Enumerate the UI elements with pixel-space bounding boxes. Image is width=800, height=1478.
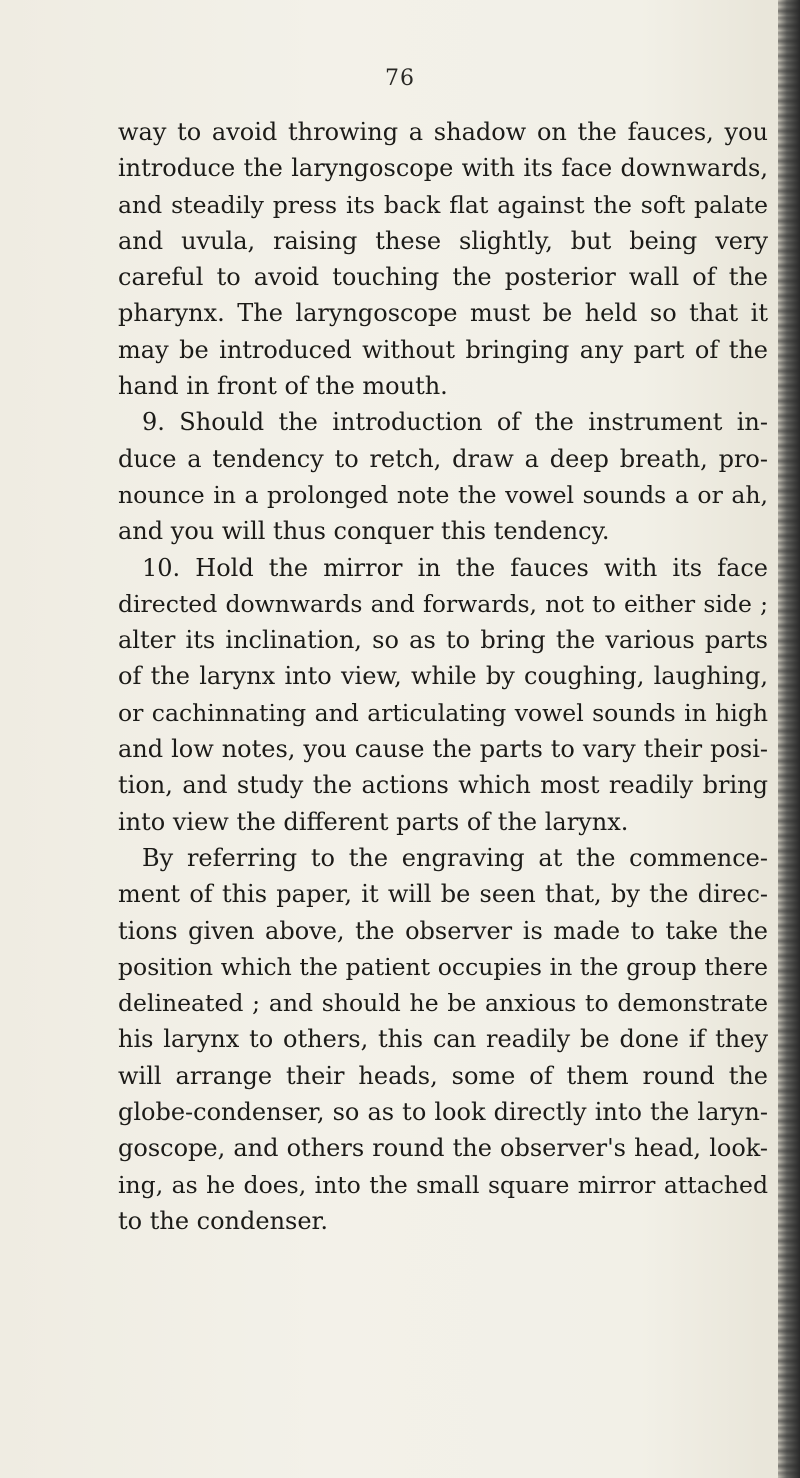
page-number: 76 [385, 66, 415, 91]
text-line: or cachinnating and articulating vowel sounds in high [118, 698, 768, 727]
text-line: tions given above, the observer is made to take the [118, 916, 768, 945]
text-line: of the larynx into view, while by coughing, laughing, [118, 662, 768, 691]
text-line: 9. Should the introduction of the instrument in- [142, 408, 768, 437]
text-line: By referring to the engraving at the commence- [142, 843, 768, 872]
text-line: and uvula, raising these slightly, but being very [118, 226, 768, 255]
text-line: and low notes, you cause the parts to vary their posi- [118, 735, 768, 764]
text-line: may be introduced without bringing any part of the [118, 335, 768, 364]
text-line: ment of this paper, it will be seen that, by the direc- [118, 880, 768, 909]
text-line: pharynx. The laryngoscope must be held so that it [118, 299, 768, 328]
text-line: and steadily press its back flat against the soft palate [118, 190, 768, 219]
text-line: to the condenser. [118, 1206, 329, 1235]
text-line: directed downwards and forwards, not to either side ; [118, 589, 768, 618]
text-line: into view the different parts of the larynx. [118, 807, 629, 836]
text-line: tion, and study the actions which most readily bring [118, 771, 768, 800]
text-line: hand in front of the mouth. [118, 372, 448, 401]
text-line: his larynx to others, this can readily be done if they [118, 1025, 768, 1054]
text-line: careful to avoid touching the posterior wall of the [118, 263, 768, 292]
page-edge-binding [778, 0, 800, 1478]
body-text [118, 114, 768, 1239]
text-line: globe-condenser, so as to look directly into the laryn- [118, 1098, 768, 1127]
text-line: 10. Hold the mirror in the fauces with its face [142, 553, 768, 582]
text-line: way to avoid throwing a shadow on the fauces, you [118, 118, 768, 146]
text-line: duce a tendency to retch, draw a deep breath, pro- [118, 444, 768, 473]
text-line: nounce in a prolonged note the vowel sounds a or ah, [118, 480, 768, 509]
text-line: will arrange their heads, some of them round the [118, 1061, 768, 1090]
text-line: delineated ; and should he be anxious to demonstrate [118, 989, 768, 1018]
text-line: goscope, and others round the observer's head, look- [118, 1134, 768, 1163]
text-line: alter its inclination, so as to bring the various parts [118, 626, 768, 655]
text-line: and you will thus conquer this tendency. [118, 517, 610, 546]
text-line: position which the patient occupies in the group there [118, 952, 768, 981]
text-line: introduce the laryngoscope with its face downwards, [118, 154, 768, 183]
text-line: ing, as he does, into the small square mirror attached [118, 1170, 768, 1199]
